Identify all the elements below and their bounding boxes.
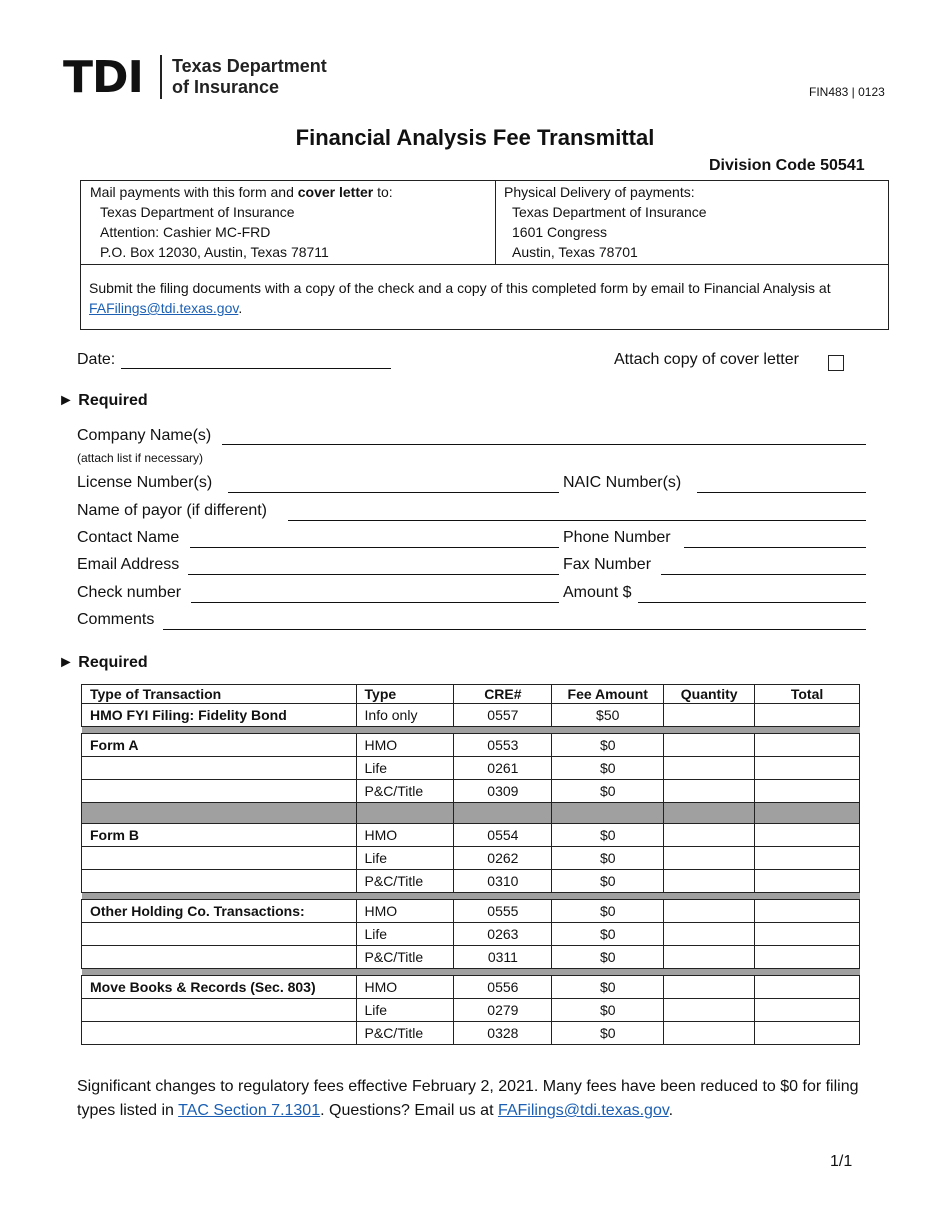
phone-number-label: Phone Number: [563, 529, 671, 546]
table-separator-row: [82, 727, 860, 734]
submit-text-end: .: [238, 300, 243, 316]
form-id: FIN483 | 0123: [809, 85, 885, 99]
fee-amount-cell: $0: [552, 824, 664, 847]
naic-number-label: NAIC Number(s): [563, 474, 682, 491]
table-row: [82, 757, 860, 780]
separator-cell: [755, 727, 860, 734]
quantity-cell[interactable]: [664, 976, 755, 999]
header-cre: CRE#: [454, 685, 552, 704]
footer-text: Significant changes to regulatory fees effective February 2, 2021. Many fees have been reduced to $0 for filing types listed in: [77, 1078, 859, 1119]
transaction-cell: [82, 1022, 357, 1045]
quantity-cell[interactable]: [664, 824, 755, 847]
fax-number-field[interactable]: [661, 574, 866, 575]
quantity-cell[interactable]: [664, 870, 755, 893]
total-cell[interactable]: [755, 923, 860, 946]
separator-cell: [356, 803, 454, 824]
fee-table: [81, 684, 860, 1045]
table-row: [82, 923, 860, 946]
submit-text: Submit the filing documents with a copy of the check and a copy of this completed form by email to Financial Analysis at: [89, 280, 831, 296]
transaction-cell: Move Books & Records (Sec. 803): [82, 976, 357, 999]
transaction-cell: [82, 870, 357, 893]
fee-amount-cell: $0: [552, 757, 664, 780]
quantity-cell[interactable]: [664, 780, 755, 803]
payor-name-label: Name of payor (if different): [77, 502, 268, 519]
fax-number-label: Fax Number: [563, 556, 652, 573]
required-heading: ► Required: [58, 392, 148, 409]
company-name-field[interactable]: [222, 444, 866, 445]
fee-amount-cell: $0: [552, 734, 664, 757]
table-row: [82, 999, 860, 1022]
comments-label: Comments: [77, 611, 155, 628]
quantity-cell[interactable]: [664, 946, 755, 969]
total-cell[interactable]: [755, 870, 860, 893]
fafilings-email-link[interactable]: FAFilings@tdi.texas.gov: [89, 300, 239, 316]
type-cell: HMO: [356, 900, 454, 923]
fee-amount-cell: $0: [552, 900, 664, 923]
table-row: [82, 824, 860, 847]
mail-instructions: [90, 182, 393, 262]
footer-text: .: [668, 1102, 674, 1119]
separator-cell: [82, 727, 357, 734]
cre-cell: 0556: [454, 976, 552, 999]
tdi-logo: TDI: [63, 52, 143, 103]
payor-name-field[interactable]: [288, 520, 866, 521]
separator-cell: [755, 803, 860, 824]
quantity-cell[interactable]: [664, 757, 755, 780]
phone-number-field[interactable]: [684, 547, 866, 548]
separator-cell: [356, 969, 454, 976]
fee-amount-cell: $0: [552, 870, 664, 893]
separator-cell: [552, 969, 664, 976]
cre-cell: 0262: [454, 847, 552, 870]
table-separator-row: [82, 893, 860, 900]
total-cell[interactable]: [755, 704, 860, 727]
quantity-cell[interactable]: [664, 999, 755, 1022]
physical-delivery: [504, 182, 707, 262]
total-cell[interactable]: [755, 847, 860, 870]
email-address-label: Email Address: [77, 556, 180, 573]
logo-line-1: Texas Department: [172, 56, 327, 76]
table-row: [82, 870, 860, 893]
cre-cell: 0553: [454, 734, 552, 757]
naic-number-field[interactable]: [697, 492, 866, 493]
cre-cell: 0279: [454, 999, 552, 1022]
separator-cell: [356, 893, 454, 900]
mail-line: Attention: Cashier MC-FRD: [100, 224, 271, 240]
total-cell[interactable]: [755, 734, 860, 757]
contact-name-label: Contact Name: [77, 529, 180, 546]
cover-letter-label: Attach copy of cover letter: [614, 351, 799, 368]
company-name-note: (attach list if necessary): [77, 451, 204, 465]
page-title: Financial Analysis Fee Transmittal: [295, 125, 655, 150]
transaction-cell: Form B: [82, 824, 357, 847]
separator-cell: [664, 893, 755, 900]
total-cell[interactable]: [755, 999, 860, 1022]
separator-cell: [82, 803, 357, 824]
cre-cell: 0309: [454, 780, 552, 803]
separator-cell: [454, 893, 552, 900]
type-cell: Life: [356, 757, 454, 780]
table-row: [82, 734, 860, 757]
cre-cell: 0261: [454, 757, 552, 780]
page-number: 1/1: [830, 1153, 853, 1170]
footer-email-link[interactable]: FAFilings@tdi.texas.gov: [497, 1102, 669, 1119]
cover-letter-checkbox[interactable]: [828, 355, 844, 371]
cre-cell: 0311: [454, 946, 552, 969]
email-address-field[interactable]: [188, 574, 559, 575]
table-row: [82, 900, 860, 923]
transaction-cell: [82, 923, 357, 946]
license-number-label: License Number(s): [77, 474, 213, 491]
separator-cell: [664, 727, 755, 734]
table-row: [82, 1022, 860, 1045]
separator-cell: [82, 969, 357, 976]
type-cell: Life: [356, 923, 454, 946]
logo-divider: [160, 55, 162, 99]
type-cell: Info only: [356, 704, 454, 727]
transaction-cell: [82, 847, 357, 870]
fee-amount-cell: $0: [552, 946, 664, 969]
quantity-cell[interactable]: [664, 900, 755, 923]
cre-cell: 0557: [454, 704, 552, 727]
type-cell: Life: [356, 847, 454, 870]
amount-label: Amount $: [563, 584, 632, 601]
table-row: [82, 780, 860, 803]
table-row: [82, 946, 860, 969]
quantity-cell[interactable]: [664, 704, 755, 727]
separator-cell: [664, 803, 755, 824]
separator-cell: [454, 727, 552, 734]
contact-name-field[interactable]: [190, 547, 559, 548]
total-cell[interactable]: [755, 1022, 860, 1045]
separator-cell: [454, 803, 552, 824]
cre-cell: 0328: [454, 1022, 552, 1045]
type-cell: HMO: [356, 976, 454, 999]
date-label: Date:: [77, 351, 116, 368]
header-type-of-transaction: Type of Transaction: [82, 685, 357, 704]
separator-cell: [755, 893, 860, 900]
type-cell: P&C/Title: [356, 780, 454, 803]
table-row: [82, 704, 860, 727]
tdi-logo-text: [172, 56, 327, 98]
division-code: Division Code 50541: [709, 157, 865, 174]
cre-cell: 0554: [454, 824, 552, 847]
submit-instructions: [89, 278, 879, 318]
total-cell[interactable]: [755, 780, 860, 803]
transaction-cell: [82, 780, 357, 803]
physical-line: Texas Department of Insurance: [512, 204, 707, 220]
check-number-field[interactable]: [191, 602, 559, 603]
license-number-field[interactable]: [228, 492, 559, 493]
cre-cell: 0263: [454, 923, 552, 946]
table-row: [82, 976, 860, 999]
mail-line: P.O. Box 12030, Austin, Texas 78711: [100, 244, 329, 260]
fee-amount-cell: $0: [552, 999, 664, 1022]
quantity-cell[interactable]: [664, 734, 755, 757]
required-heading-2: ► Required: [58, 654, 148, 671]
separator-cell: [552, 803, 664, 824]
box-divider-vertical: [495, 180, 496, 264]
type-cell: P&C/Title: [356, 946, 454, 969]
company-name-label: Company Name(s): [77, 427, 212, 444]
type-cell: P&C/Title: [356, 1022, 454, 1045]
total-cell[interactable]: [755, 757, 860, 780]
separator-cell: [552, 893, 664, 900]
quantity-cell[interactable]: [664, 923, 755, 946]
total-cell[interactable]: [755, 946, 860, 969]
comments-field[interactable]: [163, 629, 866, 630]
physical-line: 1601 Congress: [512, 224, 607, 240]
fee-table-body: [82, 704, 860, 1045]
table-header-row: [82, 685, 860, 704]
cre-cell: 0310: [454, 870, 552, 893]
amount-field[interactable]: [638, 602, 866, 603]
separator-cell: [755, 969, 860, 976]
type-cell: HMO: [356, 824, 454, 847]
total-cell[interactable]: [755, 824, 860, 847]
fee-amount-cell: $0: [552, 923, 664, 946]
quantity-cell[interactable]: [664, 847, 755, 870]
physical-intro: Physical Delivery of payments:: [504, 184, 695, 200]
physical-line: Austin, Texas 78701: [512, 244, 638, 260]
separator-cell: [664, 969, 755, 976]
type-cell: HMO: [356, 734, 454, 757]
table-separator-row: [82, 803, 860, 824]
date-field[interactable]: [121, 368, 391, 369]
cre-cell: 0555: [454, 900, 552, 923]
type-cell: P&C/Title: [356, 870, 454, 893]
fee-amount-cell: $0: [552, 1022, 664, 1045]
table-row: [82, 847, 860, 870]
footer-note: [77, 1075, 877, 1123]
transaction-cell: Other Holding Co. Transactions:: [82, 900, 357, 923]
header-quantity: Quantity: [664, 685, 755, 704]
box-divider-horizontal: [80, 264, 889, 265]
transaction-cell: [82, 757, 357, 780]
transaction-cell: Form A: [82, 734, 357, 757]
fee-amount-cell: $0: [552, 780, 664, 803]
table-separator-row: [82, 969, 860, 976]
header-fee-amount: Fee Amount: [552, 685, 664, 704]
header-total: Total: [755, 685, 860, 704]
total-cell[interactable]: [755, 900, 860, 923]
separator-cell: [454, 969, 552, 976]
total-cell[interactable]: [755, 976, 860, 999]
logo-line-2: of Insurance: [172, 77, 280, 97]
header-type: Type: [356, 685, 454, 704]
separator-cell: [82, 893, 357, 900]
separator-cell: [552, 727, 664, 734]
type-cell: Life: [356, 999, 454, 1022]
transaction-cell: [82, 946, 357, 969]
footer-text: . Questions? Email us at: [320, 1102, 498, 1119]
mail-line: Texas Department of Insurance: [100, 204, 295, 220]
tac-section-link[interactable]: TAC Section 7.1301: [178, 1102, 321, 1119]
mail-intro-bold: cover letter: [297, 184, 374, 200]
transaction-cell: [82, 999, 357, 1022]
fee-amount-cell: $0: [552, 976, 664, 999]
fee-amount-cell: $50: [552, 704, 664, 727]
check-number-label: Check number: [77, 584, 182, 601]
fee-amount-cell: $0: [552, 847, 664, 870]
mail-intro-end: to:: [373, 184, 393, 200]
transaction-cell: HMO FYI Filing: Fidelity Bond: [82, 704, 357, 727]
mail-intro: Mail payments with this form and: [90, 184, 298, 200]
quantity-cell[interactable]: [664, 1022, 755, 1045]
separator-cell: [356, 727, 454, 734]
